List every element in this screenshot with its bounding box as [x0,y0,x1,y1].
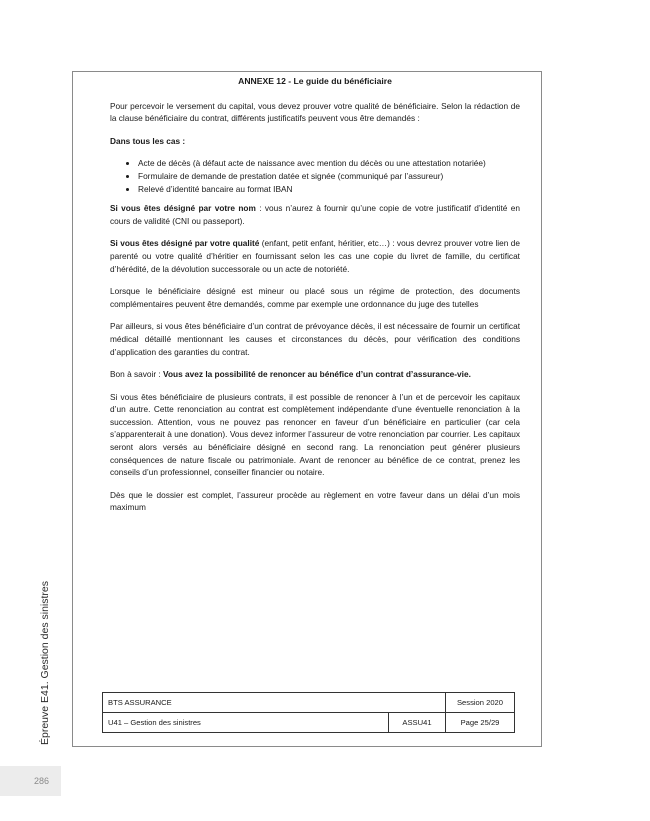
by-quality-lead: Si vous êtes désigné par votre qualité [110,238,260,249]
footer-row [103,693,515,713]
required-documents-list [110,157,520,195]
footer-table [102,692,515,733]
list-item: • Acte de décès (à défaut acte de naissance avec mention du décès ou une attestation notariée) [138,157,520,170]
document-body [110,75,520,524]
by-quality-text: (enfant, petit enfant, héritier, etc…) : vous devrez prouver votre lien de parenté ou votre qualité d’héritier en fournissant selon les cas une copie du livret de famille, du certificat d’hérédité, de la dévolution successorale ou un acte de notoriété. [110,238,520,274]
page-title: ANNEXE 12 - Le guide du bénéficiaire [238,76,392,86]
side-label: Épreuve E41. Gestion des sinistres [39,580,51,745]
page-number: 286 [34,776,50,786]
by-quality-paragraph [110,237,520,275]
by-name-text: : vous n’aurez à fournir qu’une copie de votre justificatif d’identité en cours de validité (CNI ou passeport). [110,203,520,226]
renunciation-paragraph: Si vous êtes bénéficiaire de plusieurs contrats, il est possible de renoncer à l’un et de percevoir les capitaux d’un autre. Cette renonciation au contrat est complètement indépendante d’une éventuelle renonciation à la succession. Attention, vous ne pouvez pas renoncer en faveur d’un bénéficiaire en particulier (car cela s’apparenterait à une donation). Vous devez informer l’assureur de votre renonciation par courrier. Les capitaux seront alors versés au bénéficiaire désigné en second rang. La renonciation peut générer plusieurs conséquences de nature fiscale ou patrimoniale. Avant de renoncer au bénéfice de ce contrat, prenez les conseils d’un professionnel, conseiller financier ou notaire. [110,391,520,478]
intro-paragraph: Pour percevoir le versement du capital, vous devez prouver votre qualité de bénéficiaire. Selon la rédaction de la clause bénéficiaire du contrat, différents justificatifs peuvent vous être demandés : [110,100,520,124]
death-certificate-paragraph: Par ailleurs, si vous êtes bénéficiaire d’un contrat de prévoyance décès, il est nécessaire de fournir un certificat médical détaillé mentionnant les causes et circonstances du décès, pour vérification des conditions d’application des garanties du contrat. [110,321,520,357]
footer-unit: U41 – Gestion des sinistres [103,713,389,733]
tip-paragraph [110,368,520,381]
footer-page: Page 25/29 [446,713,515,733]
footer-row [103,713,515,733]
tip-text: Vous avez la possibilité de renoncer au bénéfice d’un contrat d’assurance-vie. [163,369,471,380]
by-name-lead: Si vous êtes désigné par votre nom [110,203,256,214]
footer-exam: BTS ASSURANCE [103,693,446,713]
footer-session: Session 2020 [446,693,515,713]
minor-paragraph: Lorsque le bénéficiaire désigné est mineur ou placé sous un régime de protection, des documents complémentaires peuvent être demandés, comme par exemple une ordonnance du juge des tutelles [110,286,520,309]
all-cases-heading: Dans tous les cas : [110,135,186,146]
list-item: • Formulaire de demande de prestation datée et signée (communiqué par l’assureur) [138,170,520,183]
list-item: • Relevé d’identité bancaire au format IBAN [138,183,520,196]
closing-paragraph: Dès que le dossier est complet, l’assureur procède au règlement en votre faveur dans un délai d’un mois maximum [110,489,520,513]
footer-code: ASSU41 [389,713,446,733]
by-name-paragraph [110,202,520,227]
page-number-box [0,766,61,796]
tip-prefix: Bon à savoir : [110,369,164,380]
